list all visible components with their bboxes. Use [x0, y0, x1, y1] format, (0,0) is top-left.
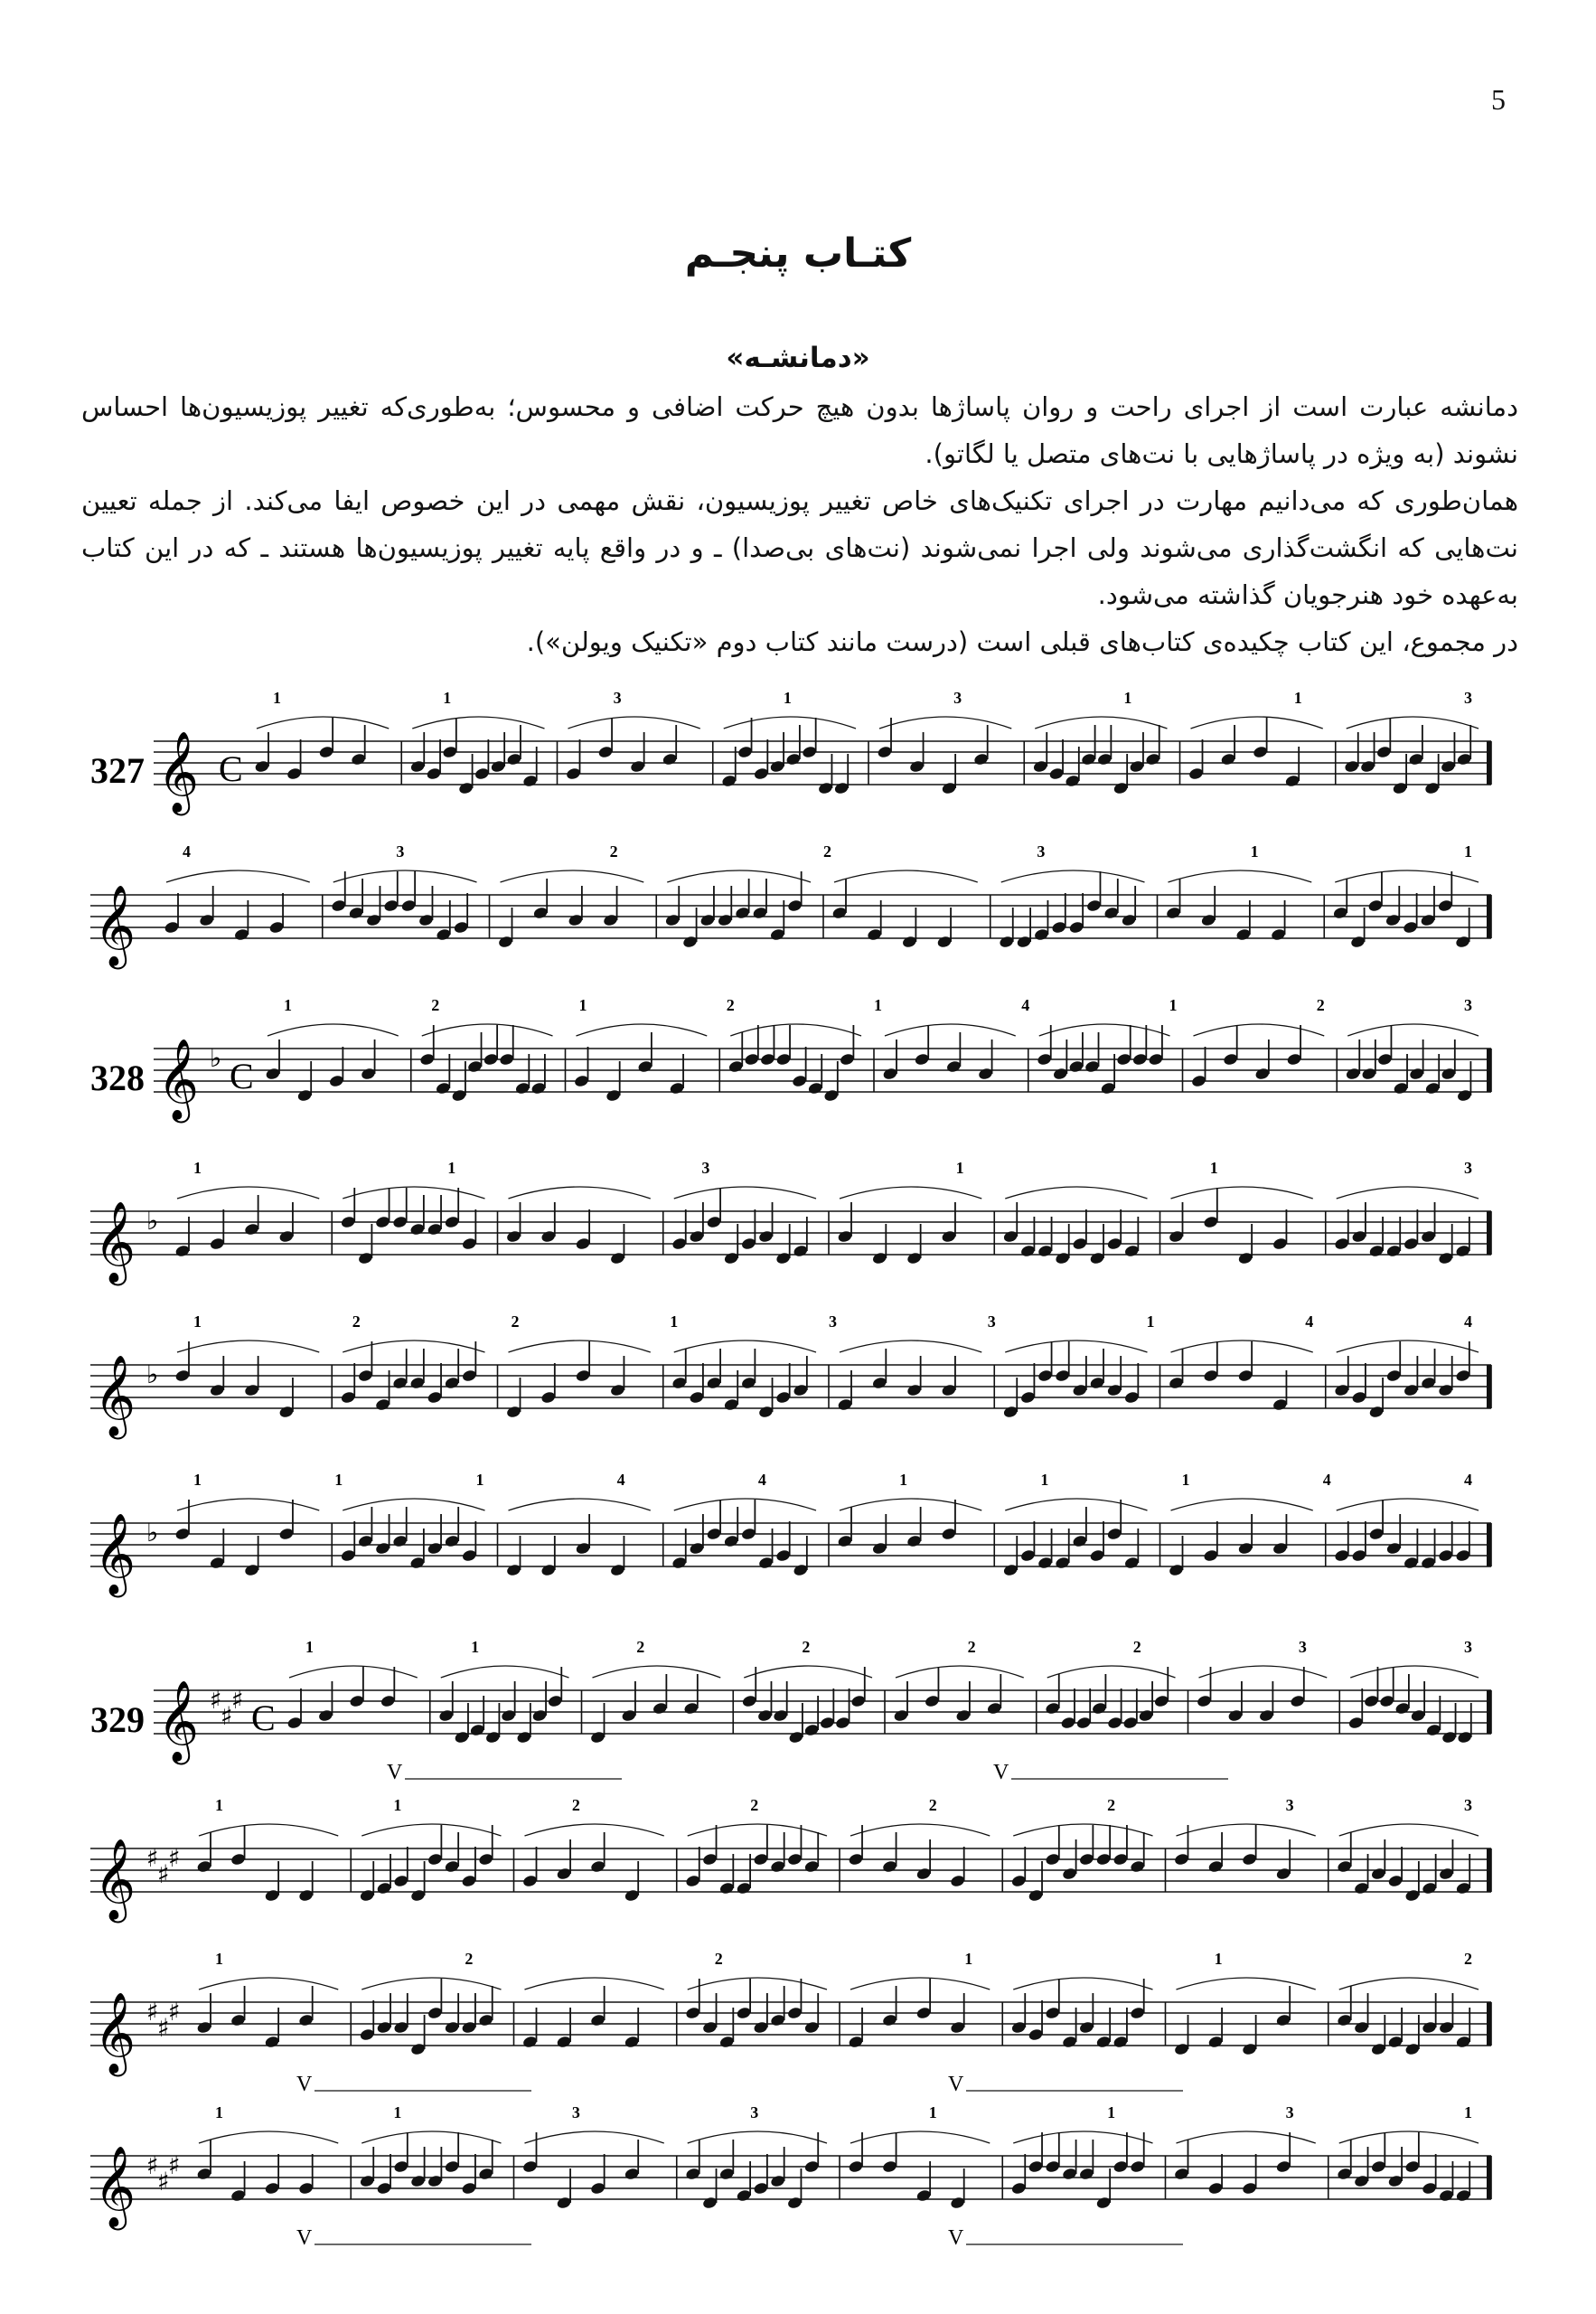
- key-signature-icon: ♯: [157, 1859, 170, 1889]
- chapter-title: کتـاب پنجـم: [684, 230, 912, 277]
- fingering-number: 2: [928, 1796, 937, 1814]
- fingering-number: 1: [783, 689, 792, 707]
- treble-clef-icon: 𝄞: [94, 1839, 136, 1920]
- slur: [1171, 1499, 1313, 1510]
- fingering-number: 1: [1293, 689, 1302, 707]
- slur: [199, 2131, 338, 2143]
- slur: [422, 1024, 553, 1036]
- fingering-number: 2: [609, 842, 618, 861]
- slur: [1191, 717, 1323, 729]
- intro-paragraph-3: در مجموع، این کتاب چکیده‌ی کتاب‌های قبلی است (درست مانند کتاب دوم «تکنیک ویولن»).: [526, 626, 1518, 657]
- slur: [1035, 717, 1167, 729]
- slur: [509, 1340, 651, 1352]
- slur: [1337, 1340, 1479, 1352]
- fingering-number: 1: [1181, 1471, 1190, 1489]
- slur: [361, 1978, 501, 1989]
- fingering-number: 2: [1132, 1638, 1141, 1656]
- slur: [667, 870, 811, 882]
- fingering-number: 1: [964, 1950, 973, 1968]
- slur: [289, 1666, 418, 1678]
- slur: [343, 1340, 484, 1352]
- fingering-number: 1: [874, 996, 882, 1014]
- final-barline: [1487, 1523, 1491, 1566]
- key-signature-icon: ♯: [231, 1685, 244, 1715]
- fingering-number: 2: [750, 1796, 759, 1814]
- fingering-number: 1: [1123, 689, 1132, 707]
- slur: [1171, 1340, 1313, 1352]
- treble-clef-icon: 𝄞: [157, 1039, 200, 1120]
- slur: [1039, 1024, 1170, 1036]
- slur: [525, 1824, 664, 1836]
- fingering-number: 2: [823, 842, 831, 861]
- time-signature: C: [251, 1698, 276, 1738]
- slur: [840, 1340, 981, 1352]
- bow-mark: V: [296, 2226, 313, 2250]
- fingering-number: 4: [1305, 1312, 1314, 1331]
- slur: [840, 1187, 981, 1199]
- fingering-number: 1: [1040, 1471, 1049, 1489]
- fingering-number: 3: [613, 689, 622, 707]
- slur: [441, 1666, 569, 1678]
- fingering-number: 2: [714, 1950, 723, 1968]
- fingering-number: 3: [396, 842, 405, 861]
- slur: [1347, 1024, 1479, 1036]
- slur: [166, 870, 310, 882]
- slur: [674, 1340, 816, 1352]
- slur: [1337, 1187, 1479, 1199]
- slur: [1350, 1666, 1479, 1678]
- slur: [1005, 1499, 1147, 1510]
- fingering-number: 3: [1464, 1796, 1472, 1814]
- slur: [1335, 870, 1479, 882]
- fingering-number: 2: [571, 1796, 580, 1814]
- slur: [568, 717, 700, 729]
- bow-mark: V: [948, 2226, 964, 2250]
- slur: [850, 1978, 990, 1989]
- slur: [1005, 1187, 1147, 1199]
- time-signature: C: [219, 748, 243, 789]
- fingering-number: 1: [215, 1950, 223, 1968]
- fingering-number: 2: [726, 996, 735, 1014]
- key-signature-icon: ♯: [221, 1701, 233, 1731]
- key-signature-icon: ♯: [146, 1997, 159, 2027]
- fingering-number: 1: [928, 2103, 937, 2121]
- slur: [1177, 1978, 1316, 1989]
- fingering-number: 3: [1285, 2103, 1294, 2121]
- treble-clef-icon: 𝄞: [157, 1680, 200, 1762]
- fingering-number: 3: [701, 1159, 710, 1177]
- final-barline: [1487, 895, 1491, 938]
- key-signature-icon: ♯: [157, 2167, 170, 2196]
- final-barline: [1487, 2002, 1491, 2046]
- fingering-number: 1: [393, 1796, 402, 1814]
- key-signature-icon: ♯: [210, 1685, 222, 1715]
- key-signature-icon: ♭: [210, 1043, 222, 1073]
- key-signature-icon: ♭: [146, 1518, 159, 1547]
- fingering-number: 3: [1464, 996, 1472, 1014]
- slur: [509, 1499, 651, 1510]
- slur: [343, 1499, 484, 1510]
- key-signature-icon: ♭: [146, 1206, 159, 1236]
- slur: [834, 870, 978, 882]
- slur: [1339, 1978, 1479, 1989]
- fingering-number: 3: [1298, 1638, 1307, 1656]
- fingering-number: 3: [1037, 842, 1046, 861]
- slur: [688, 1824, 827, 1836]
- fingering-number: 3: [987, 1312, 996, 1331]
- fingering-number: 4: [1464, 1312, 1472, 1331]
- slur: [674, 1187, 816, 1199]
- fingering-number: 1: [1107, 2103, 1116, 2121]
- fingering-number: 1: [393, 2103, 402, 2121]
- fingering-number: 1: [334, 1471, 343, 1489]
- treble-clef-icon: 𝄞: [157, 731, 200, 813]
- treble-clef-icon: 𝄞: [94, 2146, 136, 2227]
- fingering-number: 1: [1464, 842, 1472, 861]
- slur: [724, 717, 856, 729]
- fingering-number: 3: [1285, 1796, 1294, 1814]
- fingering-number: 2: [352, 1312, 361, 1331]
- slur: [361, 2131, 501, 2143]
- key-signature-icon: ♯: [168, 1997, 181, 2027]
- slur: [1177, 2131, 1316, 2143]
- slur: [199, 1978, 338, 1989]
- exercise-number: 327: [90, 750, 145, 791]
- slur: [896, 1666, 1024, 1678]
- fingering-number: 1: [1146, 1312, 1155, 1331]
- slur: [1171, 1187, 1313, 1199]
- slur: [1339, 2131, 1479, 2143]
- fingering-number: 3: [1464, 689, 1472, 707]
- fingering-number: 4: [757, 1471, 766, 1489]
- fingering-number: 1: [1214, 1950, 1223, 1968]
- fingering-number: 3: [829, 1312, 837, 1331]
- slur: [688, 2131, 827, 2143]
- treble-clef-icon: 𝄞: [94, 1513, 136, 1594]
- fingering-number: 1: [305, 1638, 314, 1656]
- fingering-number: 1: [1169, 996, 1178, 1014]
- slur: [525, 1978, 664, 1989]
- fingering-number: 1: [273, 689, 281, 707]
- intro-paragraph-2: همان‌طوری که می‌دانیم مهارت در اجرای تکنیک‌های خاص تغییر پوزیسیون، نقش مهمی در این خصوص ایفا می‌کند. از جمله تعیین نت‌هایی که انگشت‌گذاری می‌شوند ولی اجرا نمی‌شوند (نت‌های بی‌صدا) ـ و در واقع پایه تغییر پوزیسیون‌ها هستند ـ که در این کتاب به‌عهده خود هنرجویان گذاشته می‌شود.: [81, 485, 1518, 610]
- slur: [730, 1024, 861, 1036]
- slur: [744, 1666, 872, 1678]
- slur: [177, 1499, 319, 1510]
- fingering-number: 4: [616, 1471, 625, 1489]
- slur: [412, 717, 544, 729]
- slur: [333, 870, 477, 882]
- slur: [885, 1024, 1016, 1036]
- slur: [1194, 1024, 1325, 1036]
- fingering-number: 2: [802, 1638, 811, 1656]
- slur: [1005, 1340, 1147, 1352]
- fingering-number: 2: [636, 1638, 645, 1656]
- fingering-number: 1: [1464, 2103, 1472, 2121]
- fingering-number: 3: [1464, 1159, 1472, 1177]
- fingering-number: 1: [215, 1796, 223, 1814]
- exercise-number: 329: [90, 1699, 145, 1740]
- fingering-number: 2: [511, 1312, 520, 1331]
- final-barline: [1487, 741, 1491, 785]
- slur: [1001, 870, 1145, 882]
- slur: [879, 717, 1011, 729]
- final-barline: [1487, 1690, 1491, 1734]
- fingering-number: 1: [670, 1312, 679, 1331]
- key-signature-icon: ♭: [146, 1359, 159, 1389]
- time-signature: C: [230, 1056, 254, 1096]
- fingering-number: 1: [471, 1638, 480, 1656]
- fingering-number: 4: [183, 842, 191, 861]
- exercise-number: 328: [90, 1058, 145, 1098]
- fingering-number: 1: [955, 1159, 964, 1177]
- fingering-number: 2: [1464, 1950, 1472, 1968]
- fingering-number: 2: [1107, 1796, 1116, 1814]
- fingering-number: 1: [1209, 1159, 1218, 1177]
- page-number: 5: [1491, 83, 1506, 116]
- treble-clef-icon: 𝄞: [94, 1355, 136, 1436]
- fingering-number: 1: [443, 689, 452, 707]
- slur: [525, 2131, 664, 2143]
- slur: [1047, 1666, 1176, 1678]
- slur: [688, 1978, 827, 1989]
- fingering-number: 1: [284, 996, 292, 1014]
- fingering-number: 1: [193, 1159, 202, 1177]
- key-signature-icon: ♯: [146, 2150, 159, 2180]
- fingering-number: 1: [578, 996, 587, 1014]
- bow-mark: V: [993, 1761, 1009, 1784]
- fingering-number: 1: [447, 1159, 456, 1177]
- slur: [1013, 2131, 1152, 2143]
- slur: [1337, 1499, 1479, 1510]
- fingering-number: 2: [465, 1950, 474, 1968]
- bow-mark: V: [948, 2073, 964, 2096]
- section-heading: «دمانشـه»: [726, 342, 870, 374]
- slur: [509, 1187, 651, 1199]
- slur: [177, 1340, 319, 1352]
- bow-mark: V: [296, 2073, 313, 2096]
- slur: [850, 1824, 990, 1836]
- slur: [177, 1187, 319, 1199]
- slur: [1347, 717, 1479, 729]
- treble-clef-icon: 𝄞: [94, 1992, 136, 2074]
- fingering-number: 1: [215, 2103, 223, 2121]
- fingering-number: 1: [1250, 842, 1259, 861]
- bow-mark: V: [387, 1761, 403, 1784]
- slur: [268, 1024, 399, 1036]
- slur: [343, 1187, 484, 1199]
- fingering-number: 3: [750, 2103, 759, 2121]
- fingering-number: 1: [899, 1471, 908, 1489]
- slur: [501, 870, 644, 882]
- fingering-number: 4: [1021, 996, 1030, 1014]
- fingering-number: 2: [431, 996, 440, 1014]
- final-barline: [1487, 1211, 1491, 1255]
- slur: [577, 1024, 708, 1036]
- fingering-number: 4: [1464, 1471, 1472, 1489]
- slur: [593, 1666, 721, 1678]
- slur: [199, 1824, 338, 1836]
- slur: [674, 1499, 816, 1510]
- fingering-number: 2: [1316, 996, 1325, 1014]
- key-signature-icon: ♯: [157, 2013, 170, 2043]
- fingering-number: 1: [475, 1471, 484, 1489]
- fingering-number: 1: [193, 1312, 202, 1331]
- fingering-number: 2: [967, 1638, 976, 1656]
- key-signature-icon: ♯: [168, 1843, 181, 1873]
- fingering-number: 3: [1464, 1638, 1472, 1656]
- fingering-number: 3: [571, 2103, 580, 2121]
- final-barline: [1487, 1365, 1491, 1408]
- treble-clef-icon: 𝄞: [94, 885, 136, 966]
- slur: [1169, 870, 1312, 882]
- slur: [1199, 1666, 1328, 1678]
- slur: [840, 1499, 981, 1510]
- intro-paragraph-1: دمانشه عبارت است از اجرای راحت و روان پاساژها بدون هیچ حرکت اضافی و محسوس؛ به‌طوری‌که تغییر پوزیسیون‌ها احساس نشوند (به ویژه در پاساژهایی با نت‌های متصل یا لگاتو).: [81, 391, 1518, 469]
- slur: [1013, 1978, 1152, 1989]
- fingering-number: 1: [193, 1471, 202, 1489]
- final-barline: [1487, 2156, 1491, 2199]
- slur: [1013, 1824, 1152, 1836]
- final-barline: [1487, 1848, 1491, 1892]
- key-signature-icon: ♯: [168, 2150, 181, 2180]
- fingering-number: 3: [953, 689, 962, 707]
- final-barline: [1487, 1049, 1491, 1092]
- slur: [1339, 1824, 1479, 1836]
- slur: [1177, 1824, 1316, 1836]
- slur: [361, 1824, 501, 1836]
- slur: [850, 2131, 990, 2143]
- fingering-number: 4: [1322, 1471, 1331, 1489]
- slur: [257, 717, 389, 729]
- treble-clef-icon: 𝄞: [94, 1201, 136, 1283]
- key-signature-icon: ♯: [146, 1843, 159, 1873]
